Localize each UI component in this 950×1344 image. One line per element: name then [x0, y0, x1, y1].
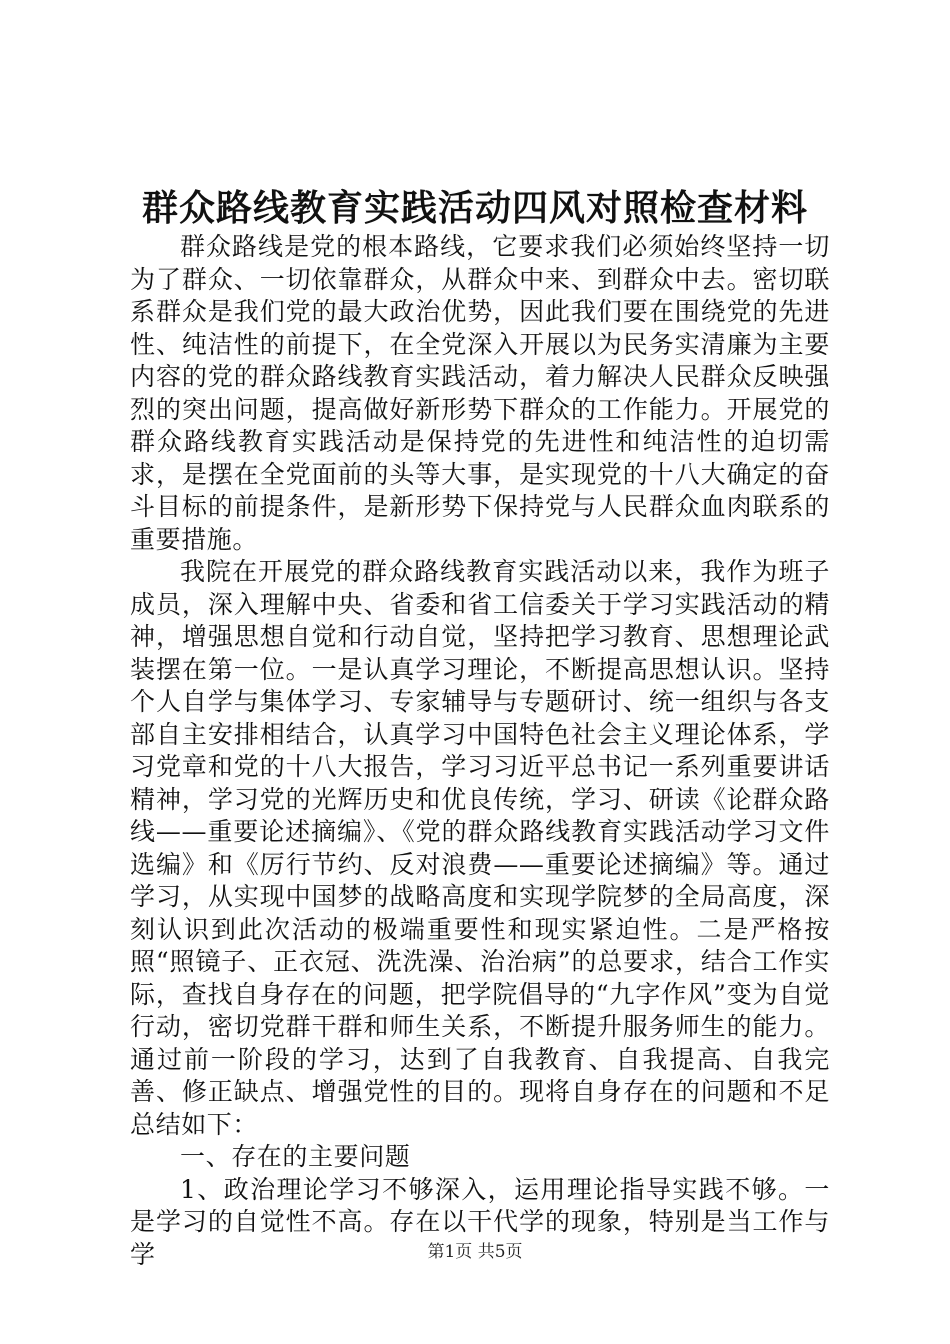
paragraph-problem-1: 1、政治理论学习不够深入，运用理论指导实践不够。一是学习的自觉性不高。存在以干代学的现象，特别是当工作与学: [130, 1174, 830, 1269]
page-number-footer: 第1页 共5页: [427, 1242, 523, 1262]
paragraph-intro: 群众路线是党的根本路线，它要求我们必须始终坚持一切为了群众、一切依靠群众，从群众中来、到群众中去。密切联系群众是我们党的最大政治优势，因此我们要在围绕党的先进性、纯洁性的前提下，在全党深入开展以为民务实清廉为主要内容的党的群众路线教育实践活动，着力解决人民群众反映强烈的突出问题，提高做好新形势下群众的工作能力。开展党的群众路线教育实践活动是保持党的先进性和纯洁性的迫切需求，是摆在全党面前的头等大事，是实现党的十八大确定的奋斗目标的前提条件，是新形势下保持党与人民群众血肉联系的重要措施。: [130, 232, 830, 554]
document-body: [130, 231, 830, 1271]
paragraph-study-summary: 我院在开展党的群众路线教育实践活动以来，我作为班子成员，深入理解中央、省委和省工信委关于学习实践活动的精神，增强思想自觉和行动自觉，坚持把学习教育、思想理论武装摆在第一位。一是认真学习理论，不断提高思想认识。坚持个人自学与集体学习、专家辅导与专题研讨、统一组织与各支部自主安排相结合，认真学习中国特色社会主义理论体系，学习党章和党的十八大报告，学习习近平总书记一系列重要讲话精神，学习党的光辉历史和优良传统，学习、研读《论群众路线——重要论述摘编》、《党的群众路线教育实践活动学习文件选编》和《厉行节约、反对浪费——重要论述摘编》等。通过学习，从实现中国梦的战略高度和实现学院梦的全局高度，深刻认识到此次活动的极端重要性和现实紧迫性。二是严格按照“照镜子、正衣冠、洗洗澡、治治病”的总要求，结合工作实际，查找自身存在的问题，把学院倡导的“九字作风”变为自觉行动，密切党群干群和师生关系，不断提升服务师生的能力。通过前一阶段的学习，达到了自我教育、自我提高、自我完善、修正缺点、增强党性的目的。现将自身存在的问题和不足总结如下：: [130, 557, 830, 1139]
document-title: 群众路线教育实践活动四风对照检查材料: [141, 187, 808, 229]
section-heading-problems: 一、存在的主要问题: [180, 1142, 411, 1171]
